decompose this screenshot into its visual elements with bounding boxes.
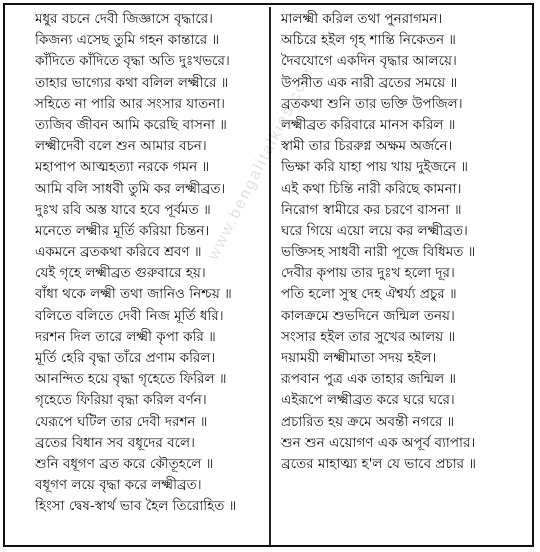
verse-line: আনন্দিত হয়ে বৃদ্ধা গৃহেতে ফিরিল ॥ <box>35 371 227 388</box>
verse-line: এই কথা চিন্তি নারী করিছে কামনা। <box>281 180 462 197</box>
verse-line: যেরূপে ঘটিল তার দেবী দরশন ॥ <box>35 413 208 430</box>
verse-line: তাহার ভাগ্যের কথা বলিল লক্ষ্মীরে ॥ <box>35 74 229 91</box>
verse-line: ঘরে গিয়ে এয়ো লয়ে কর লক্ষ্মীব্রত। <box>281 222 468 239</box>
verse-line: উপনীত এক নারী ব্রতের সময়ে ॥ <box>281 74 458 91</box>
verse-line: ভিক্ষা করি যাহা পায় খায় দুইজনে ॥ <box>281 159 469 176</box>
watermark-text: www.bengalitalkies.com <box>205 64 318 263</box>
verse-line: শুন শুন এয়োগণ এক অপূর্ব ব্যাপার। <box>281 434 476 451</box>
verse-line: গৃহেতে ফিরিয়া বৃদ্ধা করিল বর্ণন। <box>35 392 207 409</box>
verse-line: লক্ষ্মীদেবী বলে শুন আমার বচন। <box>35 138 207 155</box>
verse-line: রূপবান পুত্র এক তাহার জন্মিল ॥ <box>281 371 457 388</box>
verse-line: ব্রতকথা শুনি তার ভক্তি উপজিল। <box>281 95 463 112</box>
verse-line: বধূগণ লয়ে বৃদ্ধা করে লক্ষ্মীব্রত। <box>35 477 202 494</box>
verse-line: হিংসা দ্বেষ-স্বার্থ ভাব হৈল তিরোহিত ॥ <box>35 498 237 515</box>
verse-line: ব্রতের মাহাত্ম্য হ'ল যে ভাবে প্রচার ॥ <box>281 455 477 472</box>
verse-line: মূর্তি হেরি বৃদ্ধা তাঁরে প্রণাম করিল। <box>35 350 216 366</box>
verse-line: দেবীর কৃপায় তার দুঃখ হলো দূর। <box>281 265 455 282</box>
column-divider <box>269 7 271 545</box>
verse-line: প্রচারিত হয় ক্রমে অবন্তী নগরে ॥ <box>281 413 455 430</box>
verse-line: সংসার হইল তার সুখের আলয় ॥ <box>281 328 456 345</box>
verse-line: দৈবযোগে একদিন বৃদ্ধার আলয়ে। <box>281 53 457 70</box>
verse-line: সহিতে না পারি আর সংসার যাতনা। <box>35 95 226 112</box>
verse-line: একমনে ব্রতকথা করিবে শ্রবণ ॥ <box>35 244 202 261</box>
verse-line: বলিতে বলিতে দেবী নিজ মূর্তি ধরি। <box>35 307 224 324</box>
verse-line: মনেতে লক্ষ্মীর মূর্তি করিয়া চিন্তন। <box>35 222 210 239</box>
verse-line: বাঁধা থকে লক্ষ্মী তথা জানিও নিশ্চয় ॥ <box>35 286 232 303</box>
verse-line: মালক্ষ্মী করিল তথা পুনরাগমন। <box>281 11 443 27</box>
verse-line: কালক্রমে শুভদিনে জন্মিল তনয়। <box>281 307 455 324</box>
right-verse-column <box>281 9 535 475</box>
verse-line: লক্ষ্মীব্রত করিবারে মানস করিল ॥ <box>281 116 456 133</box>
verse-line: ভক্তিসহ সাধবী নারী পূজে বিধিমত ॥ <box>281 244 476 261</box>
verse-line: নিরোগ স্বামীরে কর চরণে বাসনা ॥ <box>281 201 462 218</box>
verse-line: এইরূপে লক্ষ্মীব্রত করে ঘরে ঘরে। <box>281 392 455 409</box>
left-verse-column <box>35 9 267 518</box>
verse-line: মহাপাপ আত্মহত্যা নরকে গমন ॥ <box>35 159 210 176</box>
verse-line: কিজন্য এসেছ তুমি গহন কান্তারে ॥ <box>35 32 220 49</box>
verse-line: দয়াময়ী লক্ষ্মীমাতা সদয় হইল। <box>281 350 437 366</box>
verse-line: শুনি বধূগণ ব্রত করে কৌতূহলে ॥ <box>35 455 214 472</box>
verse-line: ত্যজিব জীবন আমি করেছি বাসনা ॥ <box>35 116 227 133</box>
verse-line: কাঁদিতে কাঁদিতে বৃদ্ধা অতি দুঃখভরে। <box>35 53 230 70</box>
verse-line: পতি হলো সুস্থ দেহ ঐশ্বর্য্য প্রচুর ॥ <box>281 286 457 303</box>
verse-line: স্বামী তার চিররুগ্ন অক্ষম অর্জনে। <box>281 138 453 155</box>
verse-line: অচিরে হইল গৃহ শান্তি নিকেতন ॥ <box>281 32 456 49</box>
verse-line: দরশন দিল তারে লক্ষ্মী কৃপা করি ॥ <box>35 328 216 345</box>
verse-line: মধুর বচনে দেবী জিজ্ঞাসে বৃদ্ধারে। <box>35 11 214 27</box>
verse-line: আমি বলি সাধবী তুমি কর লক্ষ্মীব্রত। <box>35 180 226 197</box>
verse-line: যেই গৃহে লক্ষ্মীব্রত গুরুবারে হয়। <box>35 265 206 282</box>
verse-line: দুঃখ রবি অস্ত যাবে হবে পূর্বমত ॥ <box>35 201 211 218</box>
verse-panel <box>3 3 534 547</box>
verse-line: ব্রতের বিধান সব বধূদের বলে। <box>35 434 195 451</box>
